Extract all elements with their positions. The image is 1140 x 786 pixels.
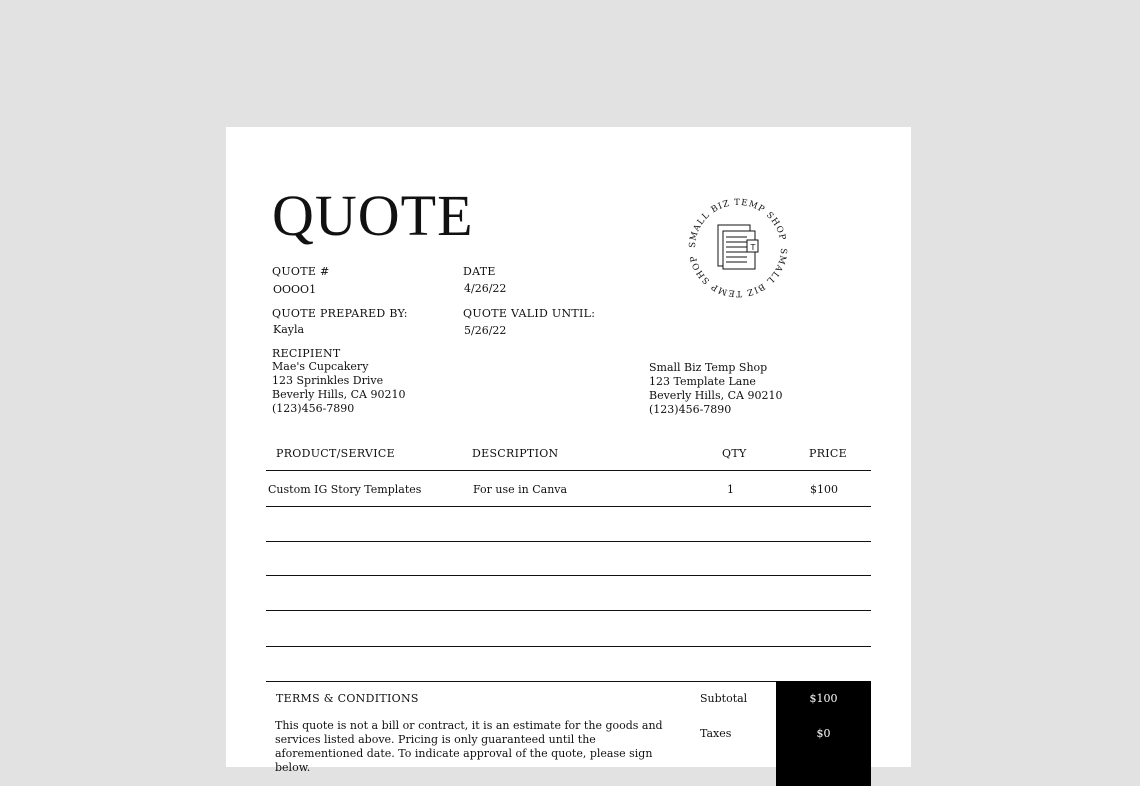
table-header-rule [266, 470, 871, 471]
logo-ring-text-repeat: SMALL BIZ TEMP SHOP [688, 247, 789, 299]
logo-ring-text: SMALL BIZ TEMP SHOP [687, 197, 788, 249]
subtotal-value: $100 [776, 681, 871, 716]
quote-number-label: QUOTE # [272, 265, 330, 278]
row-1-product: Custom IG Story Templates [268, 483, 422, 496]
date-label: DATE [463, 265, 496, 278]
shop-logo [679, 189, 797, 307]
taxes-label: Taxes [700, 727, 732, 740]
row-1-qty: 1 [727, 483, 734, 496]
template-document-icon [718, 225, 758, 269]
recipient-address [272, 360, 405, 416]
column-header-description: DESCRIPTION [472, 447, 559, 460]
column-header-qty: QTY [722, 447, 747, 460]
prepared-by-label: QUOTE PREPARED BY: [272, 307, 408, 320]
terms-text: This quote is not a bill or contract, it is an estimate for the goods and services listed above. Pricing is only guaranteed until the aforementioned date. To indicate approval of the quote, please sign below. [275, 719, 663, 774]
recipient-street: 123 Sprinkles Drive [272, 374, 384, 387]
document-title: QUOTE [272, 183, 474, 248]
table-row-rule [266, 541, 871, 542]
quote-number: OOOO1 [273, 283, 317, 296]
table-row-rule [266, 610, 871, 611]
sender-street: 123 Template Lane [649, 375, 756, 388]
sender-city: Beverly Hills, CA 90210 [649, 389, 783, 402]
table-row-rule [266, 506, 871, 507]
sender-address [649, 361, 782, 417]
recipient-label: RECIPIENT [272, 347, 341, 360]
recipient-name: Mae's Cupcakery [272, 360, 369, 373]
recipient-city: Beverly Hills, CA 90210 [272, 388, 406, 401]
terms-heading: TERMS & CONDITIONS [276, 692, 419, 705]
sender-name: Small Biz Temp Shop [649, 361, 768, 374]
subtotal-label: Subtotal [700, 692, 748, 705]
column-header-product: PRODUCT/SERVICE [276, 447, 395, 460]
sender-phone: (123)456-7890 [649, 403, 732, 416]
svg-text:T: T [750, 243, 756, 252]
quote-date: 4/26/22 [464, 282, 507, 295]
row-1-price: $100 [810, 483, 838, 496]
valid-until: 5/26/22 [464, 324, 507, 337]
taxes-value: $0 [776, 716, 871, 751]
valid-until-label: QUOTE VALID UNTIL: [463, 307, 596, 320]
column-header-price: PRICE [809, 447, 847, 460]
row-1-description: For use in Canva [473, 483, 568, 496]
quote-sheet [226, 127, 911, 774]
table-row-rule [266, 575, 871, 576]
total-box [776, 751, 871, 786]
table-row-rule [266, 646, 871, 647]
recipient-phone: (123)456-7890 [272, 402, 355, 415]
prepared-by: Kayla [273, 323, 305, 336]
